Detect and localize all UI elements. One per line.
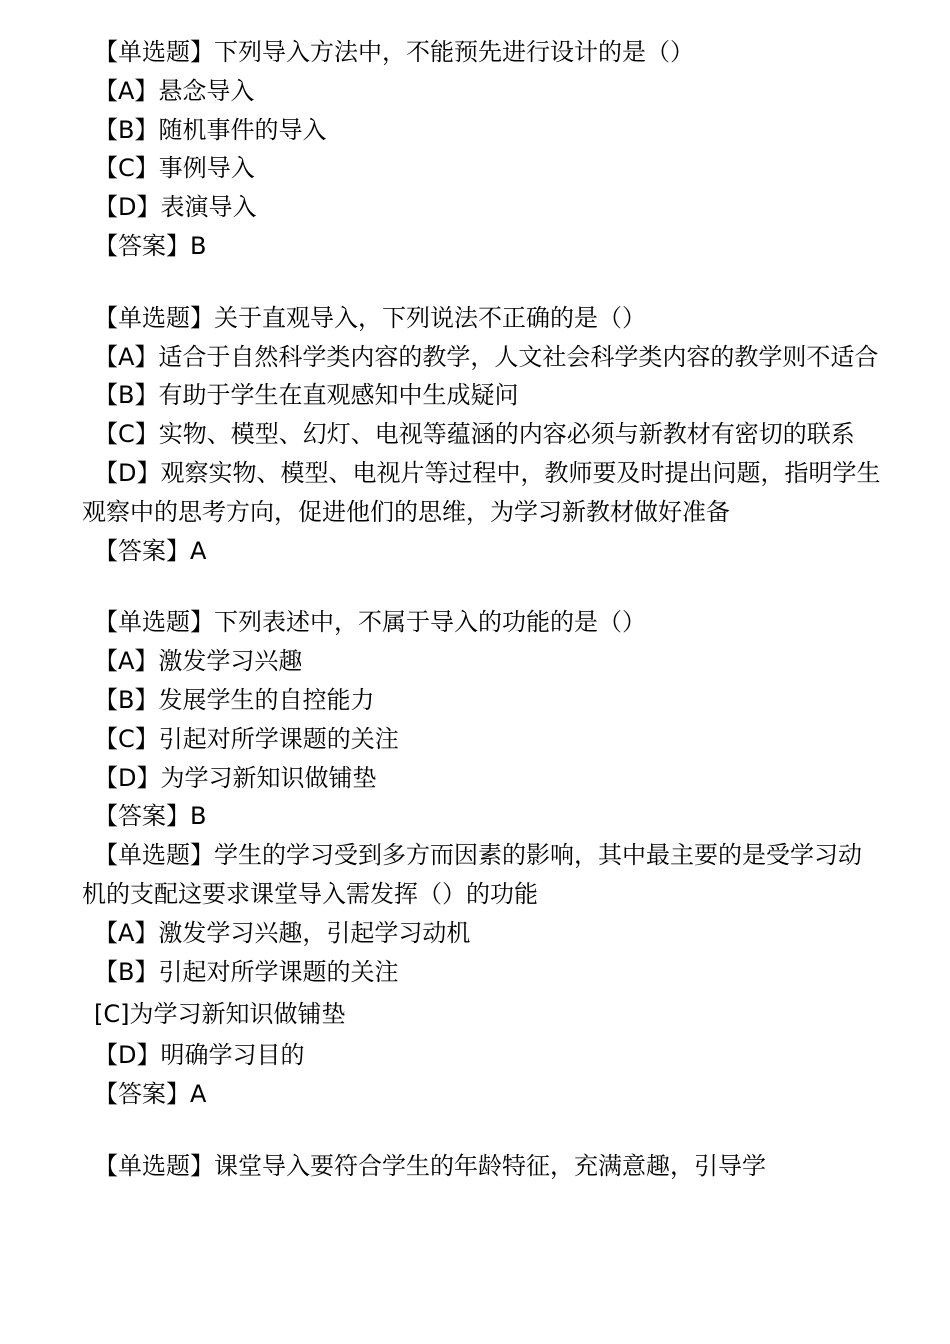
question-1-option-b: 【B】随机事件的导入 <box>94 115 327 144</box>
question-2-option-a: 【A】适合于自然科学类内容的教学，人文社会科学类内容的教学则不适合 <box>94 342 879 371</box>
question-3-answer: 【答案】B <box>94 802 207 831</box>
question-4-answer: 【答案】A <box>94 1079 207 1108</box>
spacer <box>82 1114 882 1147</box>
question-1-option-a: 【A】悬念导入 <box>94 76 255 105</box>
spacer <box>82 266 882 299</box>
document-page <box>82 33 882 1186</box>
question-4-option-c: [C]为学习新知识做铺垫 <box>94 1000 346 1029</box>
question-2-option-c: 【C】实物、模型、幻灯、电视等蕴涵的内容必须与新教材有密切的联系 <box>94 420 855 449</box>
question-2-answer: 【答案】A <box>94 536 207 565</box>
question-2 <box>82 299 882 571</box>
question-3 <box>82 603 882 836</box>
question-1-option-d: 【D】表演导入 <box>94 193 257 222</box>
question-2-option-d: 【D】观察实物、模型、电视片等过程中，教师要及时提出问题，指明学生观察中的思考方向，促进他们的思维，为学习新教材做好准备 <box>82 458 881 526</box>
question-1-stem: 【单选题】下列导入方法中，不能预先进行设计的是（） <box>94 38 694 66</box>
spacer <box>82 570 882 603</box>
question-2-option-b: 【B】有助于学生在直观感知中生成疑问 <box>94 381 519 410</box>
question-4-option-a: 【A】激发学习兴趣，引起学习动机 <box>94 918 471 947</box>
question-3-option-c: 【C】引起对所学课题的关注 <box>94 724 399 753</box>
question-5 <box>82 1147 882 1186</box>
question-4-option-b: 【B】引起对所学课题的关注 <box>94 957 399 986</box>
question-3-option-d: 【D】为学习新知识做铺垫 <box>94 763 377 792</box>
question-1 <box>82 33 882 266</box>
question-3-option-b: 【B】发展学生的自控能力 <box>94 685 375 714</box>
question-5-stem: 【单选题】课堂导入要符合学生的年龄特征，充满意趣，引导学 <box>94 1151 766 1180</box>
question-4-option-d: 【D】明确学习目的 <box>94 1041 305 1070</box>
question-2-stem: 【单选题】关于直观导入，下列说法不正确的是（） <box>94 303 646 332</box>
question-4 <box>82 836 882 1114</box>
question-4-stem: 【单选题】学生的学习受到多方而因素的影响，其中最主要的是受学习动机的支配这要求课堂导入需发挥（）的功能 <box>82 841 862 908</box>
question-1-answer: 【答案】B <box>94 231 207 260</box>
question-3-stem: 【单选题】下列表述中，不属于导入的功能的是（） <box>94 608 646 637</box>
question-1-option-c: 【C】事例导入 <box>94 154 255 183</box>
question-3-option-a: 【A】激发学习兴趣 <box>94 647 303 676</box>
